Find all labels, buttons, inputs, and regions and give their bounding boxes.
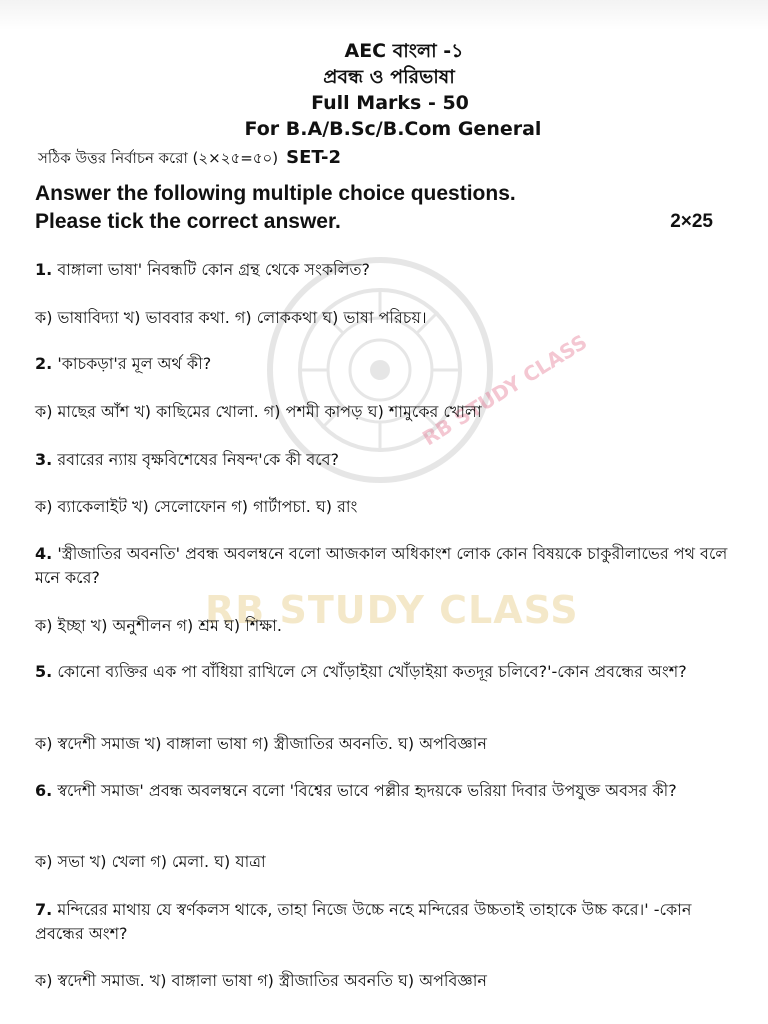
question-text: কোনো ব্যক্তির এক পা বাঁধিয়া রাখিলে সে খোঁড়াইয়া খোঁড়াইয়া কতদূর চলিবে?'-কোন প্রবন্ধের অংশ? — [57, 662, 687, 681]
question-5-options: ক) স্বদেশী সমাজ খ) বাঙ্গালা ভাষা গ) স্ত্রীজাতির অবনতি. ঘ) অপবিজ্ঞান — [35, 734, 487, 753]
course-title: AEC বাংলা -১ — [344, 40, 464, 62]
question-text: 'কাচকড়া'র মূল অর্থ কী? — [57, 354, 212, 373]
question-4 — [35, 542, 735, 590]
instructions — [35, 180, 725, 236]
question-text: রবারের ন্যায় বৃক্ষবিশেষের নিষন্দ'কে কী ববে? — [57, 450, 340, 469]
question-7 — [35, 898, 735, 946]
question-number: 6. — [35, 781, 53, 800]
question-6-options: ক) সভা খ) খেলা গ) মেলা. ঘ) যাত্রা — [35, 852, 266, 871]
question-text: বাঙ্গালা ভাষা' নিবন্ধটি কোন গ্রন্থ থেকে সংকলিত? — [57, 260, 371, 279]
question-number: 7. — [35, 900, 53, 919]
question-5 — [35, 660, 735, 684]
watermark-class-text: RB STUDY CLASS — [205, 588, 579, 632]
section-subheading — [38, 147, 341, 172]
question-1-options: ক) ভাষাবিদ্যা খ) ভাববার কথা. গ) লোককথা ঘ) ভাষা পরিচয়। — [35, 308, 427, 327]
instruction-line-1: Answer the following multiple choice questions. — [35, 182, 516, 205]
question-3-options: ক) ব্যাকেলাইট খ) সেলোফোন গ) গার্টাপচা. ঘ) রাং — [35, 497, 358, 516]
question-number: 1. — [35, 260, 53, 279]
instruction-line-2: Please tick the correct answer. — [35, 210, 341, 233]
degree-line: For B.A/B.Sc/B.Com General — [244, 118, 542, 140]
question-number: 2. — [35, 354, 53, 373]
question-text: স্বদেশী সমাজ' প্রবন্ধ অবলম্বনে বলো 'বিশ্বের ভাবে পল্লীর হৃদয়কে ভরিয়া দিবার উপযুক্ত অবসর কী? — [57, 781, 677, 800]
question-4-options: ক) ইচ্ছা খ) অনুশীলন গ) শ্রম ঘ) শিক্ষা. — [35, 616, 282, 635]
question-text: মন্দিরের মাথায় যে স্বর্ণকলস থাকে, তাহা নিজে উচ্চে নহে মন্দিরের উচ্চতাই তাহাকে উচ্চ করে।' -কোন প্রবন্ধের অংশ? — [35, 900, 692, 943]
question-number: 3. — [35, 450, 53, 469]
marks-label: 2×25 — [670, 211, 713, 232]
question-1 — [35, 258, 735, 282]
top-shadow — [0, 0, 768, 30]
question-2 — [35, 352, 735, 376]
watermark-pink-text: RB STUDY CLASS — [418, 329, 592, 451]
set-label: SET-2 — [286, 147, 342, 168]
question-text: 'স্ত্রীজাতির অবনতি' প্রবন্ধ অবলম্বনে বলো আজকাল অধিকাংশ লোক কোন বিষয়কে চাকুরীলাভের পথ বলে মনে করে? — [35, 544, 728, 587]
question-3 — [35, 448, 735, 472]
subheading-text: সঠিক উত্তর নির্বাচন করো (২×২৫=৫০) — [38, 149, 279, 167]
full-marks: Full Marks - 50 — [311, 92, 469, 114]
question-7-options: ক) স্বদেশী সমাজ. খ) বাঙ্গালা ভাষা গ) স্ত্রীজাতির অবনতি ঘ) অপবিজ্ঞান — [35, 971, 487, 990]
question-6 — [35, 779, 735, 803]
paper-title: প্রবন্ধ ও পরিভাষা — [323, 66, 455, 88]
question-number: 5. — [35, 662, 53, 681]
question-number: 4. — [35, 544, 53, 563]
question-2-options: ক) মাছের আঁশ খ) কাছিমের খোলা. গ) পশমী কাপড় ঘ) শামুকের খোলা — [35, 402, 482, 421]
paper-header — [0, 38, 768, 142]
